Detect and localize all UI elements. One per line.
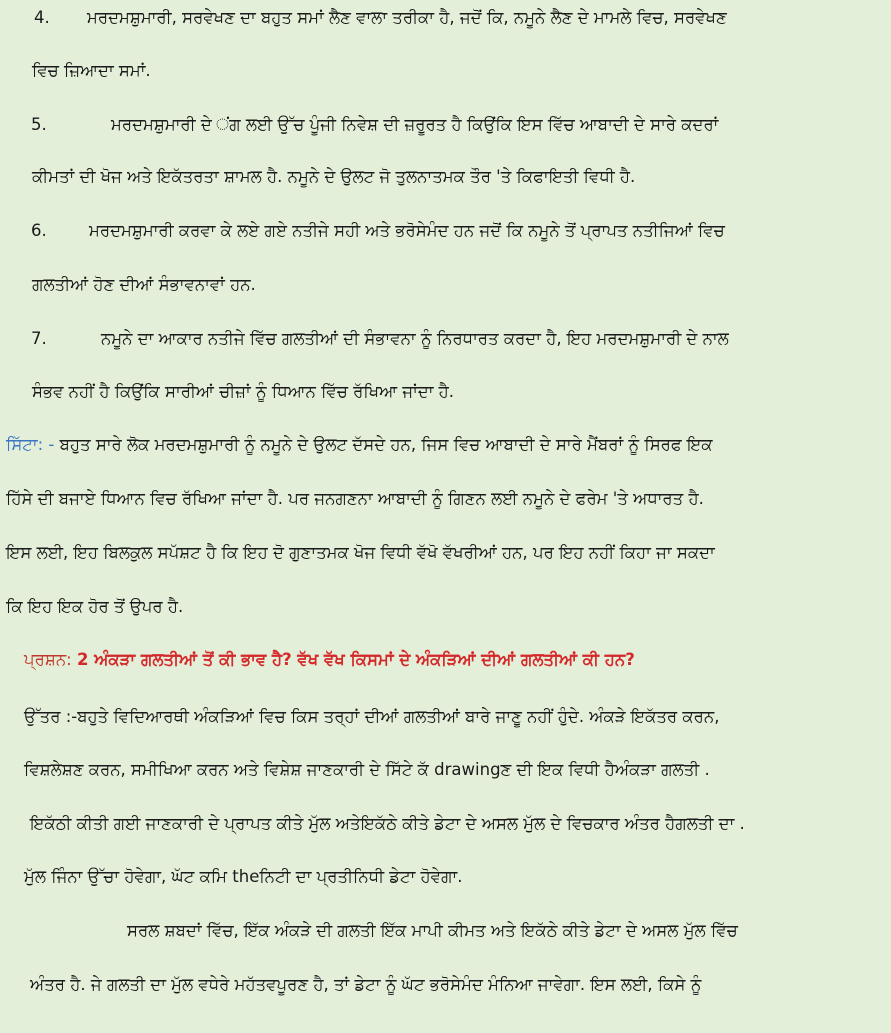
conclusion-text-3: ਇਸ ਲਈ, ਇਹ ਬਿਲਕੁਲ ਸਪੱਸ਼ਟ ਹੈ ਕਿ ਇਹ ਦੋ ਗੁਣਾਤਮਕ ਖੋਜ ਵਿਧੀ ਵੱਖੋ ਵੱਖਰੀਆਂ ਹਨ, ਪਰ ਇਹ ਨਹੀਂ ਕਿਹਾ ਜਾ ਸਕਦਾ [6,543,715,562]
item-5-text-1: ਮਰਦਮਸ਼ੁਮਾਰੀ ਦੇ ਂਗ ਲਈ ਉੱਚ ਪੂੰਜੀ ਨਿਵੇਸ਼ ਦੀ ਜ਼ਰੂਰਤ ਹੈ ਕਿਉਂਕਿ ਇਸ ਵਿੱਚ ਆਬਾਦੀ ਦੇ ਸਾਰੇ ਕਦਰਾਂ [111,115,719,134]
question-line [24,649,635,671]
conclusion-text-2: ਹਿੱਸੇ ਦੀ ਬਜਾਏ ਧਿਆਨ ਵਿਚ ਰੱਖਿਆ ਜਾਂਦਾ ਹੈ. ਪਰ ਜਨਗਣਨਾ ਆਬਾਦੀ ਨੂੰ ਗਿਣਨ ਲਈ ਨਮੂਨੇ ਦੇ ਫਰੇਮ 'ਤੇ ਅਧਾਰਤ ਹੈ. [6,489,704,508]
answer-text-2: ਵਿਸ਼ਲੇਸ਼ਣ ਕਰਨ, ਸਮੀਖਿਆ ਕਰਨ ਅਤੇ ਵਿਸ਼ੇਸ਼ ਜਾਣਕਾਰੀ ਦੇ ਸਿੱਟੇ ਕੱ drawingਣ ਦੀ ਇਕ ਵਿਧੀ ਹੈਅੰਕੜਾ ਗਲਤੀ . [24,760,710,779]
answer-text-1: ਉੱਤਰ :-ਬਹੁਤੇ ਵਿਦਿਆਰਥੀ ਅੰਕੜਿਆਂ ਵਿਚ ਕਿਸ ਤਰ੍ਹਾਂ ਦੀਆਂ ਗਲਤੀਆਂ ਬਾਰੇ ਜਾਣੂ ਨਹੀਂ ਹੁੰਦੇ. ਅੰਕੜੇ ਇਕੱਤਰ ਕਰਨ, [24,707,720,726]
item-7-text-2: ਸੰਭਵ ਨਹੀਂ ਹੈ ਕਿਉਂਕਿ ਸਾਰੀਆਂ ਚੀਜ਼ਾਂ ਨੂੰ ਧਿਆਨ ਵਿੱਚ ਰੱਖਿਆ ਜਾਂਦਾ ਹੈ. [32,382,455,401]
item-4-first-line [34,7,727,29]
item-6-text-1: ਮਰਦਮਸ਼ੁਮਾਰੀ ਕਰਵਾ ਕੇ ਲਏ ਗਏ ਨਤੀਜੇ ਸਹੀ ਅਤੇ ਭਰੋਸੇਮੰਦ ਹਨ ਜਦੋਂ ਕਿ ਨਮੂਨੇ ਤੋਂ ਪ੍ਰਾਪਤ ਨਤੀਜਿਆਂ ਵਿਚ [89,221,725,240]
conclusion-text-4: ਕਿ ਇਹ ਇਕ ਹੋਰ ਤੋਂ ਉਪਰ ਹੈ. [6,597,184,616]
item-5-first-line [31,114,718,136]
conclusion-text-1: ਬਹੁਤ ਸਾਰੇ ਲੋਕ ਮਰਦਮਸ਼ੁਮਾਰੀ ਨੂੰ ਨਮੂਨੇ ਦੇ ਉਲਟ ਦੱਸਦੇ ਹਨ, ਜਿਸ ਵਿਚ ਆਬਾਦੀ ਦੇ ਸਾਰੇ ਮੈਂਬਰਾਂ ਨੂੰ ਸਿਰਫ ਇਕ [59,435,713,454]
conclusion-label: ਸਿੱਟਾ: - [6,435,55,454]
item-7-first-line [31,328,729,350]
item-7-number: 7. [31,329,47,348]
question-text: 2 ਅੰਕੜਾ ਗਲਤੀਆਂ ਤੋਂ ਕੀ ਭਾਵ ਹੈ? ਵੱਖ ਵੱਖ ਕਿਸਮਾਂ ਦੇ ਅੰਕੜਿਆਂ ਦੀਆਂ ਗਲਤੀਆਂ ਕੀ ਹਨ? [76,650,635,669]
answer-text-3: ਇਕੱਠੀ ਕੀਤੀ ਗਈ ਜਾਣਕਾਰੀ ਦੇ ਪ੍ਰਾਪਤ ਕੀਤੇ ਮੁੱਲ ਅਤੇਇਕੱਠੇ ਕੀਤੇ ਡੇਟਾ ਦੇ ਅਸਲ ਮੁੱਲ ਦੇ ਵਿਚਕਾਰ ਅੰਤਰ ਹੈਗਲਤੀ ਦਾ . [30,814,745,833]
item-7-text-1: ਨਮੂਨੇ ਦਾ ਆਕਾਰ ਨਤੀਜੇ ਵਿੱਚ ਗਲਤੀਆਂ ਦੀ ਸੰਭਾਵਨਾ ਨੂੰ ਨਿਰਧਾਰਤ ਕਰਦਾ ਹੈ, ਇਹ ਮਰਦਮਸ਼ੁਮਾਰੀ ਦੇ ਨਾਲ [101,329,729,348]
conclusion-first-line [6,434,713,456]
question-prefix: ਪ੍ਰਸ਼ਨ: [24,650,72,669]
item-5-number: 5. [31,115,47,134]
answer-text-6: ਅੰਤਰ ਹੈ. ਜੇ ਗਲਤੀ ਦਾ ਮੁੱਲ ਵਧੇਰੇ ਮਹੱਤਵਪੂਰਣ ਹੈ, ਤਾਂ ਡੇਟਾ ਨੂੰ ਘੱਟ ਭਰੋਸੇਮੰਦ ਮੰਨਿਆ ਜਾਵੇਗਾ. ਇਸ ਲਈ, ਕਿਸੇ ਨੂੰ [30,975,702,994]
item-6-text-2: ਗਲਤੀਆਂ ਹੋਣ ਦੀਆਂ ਸੰਭਾਵਨਾਵਾਂ ਹਨ. [32,275,256,294]
item-4-number: 4. [34,8,50,27]
item-5-text-2: ਕੀਮਤਾਂ ਦੀ ਖੋਜ ਅਤੇ ਇਕੱਤਰਤਾ ਸ਼ਾਮਲ ਹੈ. ਨਮੂਨੇ ਦੇ ਉਲਟ ਜੋ ਤੁਲਨਾਤਮਕ ਤੌਰ 'ਤੇ ਕਿਫਾਇਤੀ ਵਿਧੀ ਹੈ. [32,167,636,186]
item-6-number: 6. [31,221,47,240]
item-4-text-1: ਮਰਦਮਸ਼ੁਮਾਰੀ, ਸਰਵੇਖਣ ਦਾ ਬਹੁਤ ਸਮਾਂ ਲੈਣ ਵਾਲਾ ਤਰੀਕਾ ਹੈ, ਜਦੋਂ ਕਿ, ਨਮੂਨੇ ਲੈਣ ਦੇ ਮਾਮਲੇ ਵਿਚ, ਸਰਵੇਖਣ [87,8,727,27]
answer-text-5: ਸਰਲ ਸ਼ਬਦਾਂ ਵਿੱਚ, ਇੱਕ ਅੰਕੜੇ ਦੀ ਗਲਤੀ ਇੱਕ ਮਾਪੀ ਕੀਮਤ ਅਤੇ ਇਕੱਠੇ ਕੀਤੇ ਡੇਟਾ ਦੇ ਅਸਲ ਮੁੱਲ ਵਿੱਚ [127,921,738,940]
answer-text-4: ਮੁੱਲ ਜਿੰਨਾ ਉੱਚਾ ਹੋਵੇਗਾ, ਘੱਟ ਕਮਿ theਨਿਟੀ ਦਾ ਪ੍ਰਤੀਨਿਧੀ ਡੇਟਾ ਹੋਵੇਗਾ. [24,867,463,886]
item-4-text-2: ਵਿਚ ਜ਼ਿਆਦਾ ਸਮਾਂ. [32,61,151,80]
item-6-first-line [31,220,725,242]
